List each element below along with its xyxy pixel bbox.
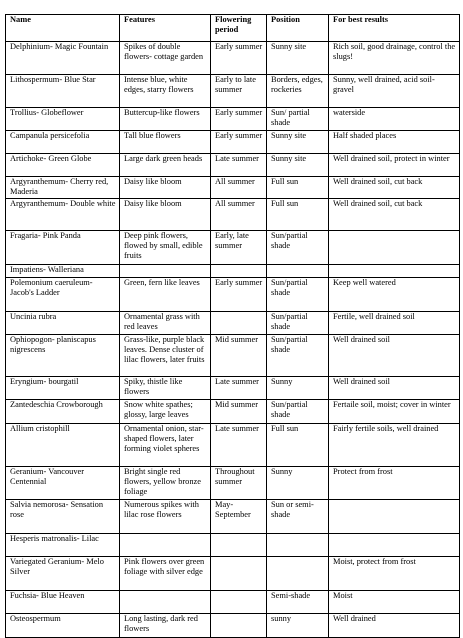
cell-best-results: Well drained — [329, 614, 460, 638]
cell-best-results: Keep well watered — [329, 278, 460, 312]
table-row — [6, 534, 460, 557]
table-row — [6, 278, 460, 312]
cell-flowering: Late summer — [211, 154, 267, 177]
header-name: Name — [6, 15, 120, 42]
cell-flowering: Late summer — [211, 424, 267, 467]
cell-position: Full sun — [267, 199, 329, 231]
document-page — [5, 14, 459, 638]
cell-features: Deep pink flowers, flowed by small, edible fruits — [120, 231, 211, 265]
cell-position: Sunny — [267, 467, 329, 500]
cell-best-results: Moist — [329, 591, 460, 614]
cell-position: Sun/partial shade — [267, 400, 329, 424]
cell-flowering: Early summer — [211, 42, 267, 75]
table-row — [6, 108, 460, 131]
cell-flowering — [211, 265, 267, 278]
cell-position: Sunny site — [267, 42, 329, 75]
cell-name: Impatiens- Walleriana — [6, 265, 120, 278]
cell-flowering: Late summer — [211, 377, 267, 400]
cell-name: Hesperis matronalis- Lilac — [6, 534, 120, 557]
table-row — [6, 312, 460, 335]
cell-best-results: Sunny, well drained, acid soil- gravel — [329, 75, 460, 108]
cell-position: Sun or semi-shade — [267, 500, 329, 534]
cell-position: Sun/partial shade — [267, 278, 329, 312]
cell-features: Long lasting, dark red flowers — [120, 614, 211, 638]
cell-name: Polemonium caeruleum- Jacob's Ladder — [6, 278, 120, 312]
cell-position: Full sun — [267, 177, 329, 199]
cell-name: Argyranthemum- Cherry red, Maderia — [6, 177, 120, 199]
table-row — [6, 500, 460, 534]
cell-flowering: Early to late summer — [211, 75, 267, 108]
header-features: Features — [120, 15, 211, 42]
cell-features: Intense blue, white edges, starry flowers — [120, 75, 211, 108]
cell-name: Allium cristophill — [6, 424, 120, 467]
table-header — [6, 15, 460, 42]
cell-best-results — [329, 500, 460, 534]
cell-name: Salvia nemorosa- Sensation rose — [6, 500, 120, 534]
table-row — [6, 75, 460, 108]
table-row — [6, 335, 460, 377]
cell-best-results — [329, 231, 460, 265]
cell-flowering: Early, late summer — [211, 231, 267, 265]
header-position: Position — [267, 15, 329, 42]
cell-best-results: Protect from frost — [329, 467, 460, 500]
cell-best-results: Well drained soil, protect in winter — [329, 154, 460, 177]
table-row — [6, 591, 460, 614]
cell-flowering — [211, 614, 267, 638]
cell-position: sunny — [267, 614, 329, 638]
cell-name: Variegated Geranium- Melo Silver — [6, 557, 120, 591]
cell-name: Artichoke- Green Globe — [6, 154, 120, 177]
cell-best-results: Well drained soil — [329, 377, 460, 400]
cell-flowering — [211, 557, 267, 591]
cell-features: Snow white spathes; glossy, large leaves — [120, 400, 211, 424]
cell-position: Sun/partial shade — [267, 335, 329, 377]
cell-name: Fuchsia- Blue Heaven — [6, 591, 120, 614]
cell-name: Argyranthemum- Double white — [6, 199, 120, 231]
table-row — [6, 424, 460, 467]
cell-flowering — [211, 534, 267, 557]
cell-best-results: waterside — [329, 108, 460, 131]
cell-best-results: Well drained soil, cut back — [329, 177, 460, 199]
cell-features: Grass-like, purple black leaves. Dense cluster of lilac flowers, later fruits — [120, 335, 211, 377]
cell-position: Borders, edges, rockeries — [267, 75, 329, 108]
cell-name: Campanula persicefolia — [6, 131, 120, 154]
cell-name: Fragaria- Pink Panda — [6, 231, 120, 265]
cell-best-results: Fairly fertile soils, well drained — [329, 424, 460, 467]
cell-features: Spikes of double flowers- cottage garden — [120, 42, 211, 75]
header-best-results: For best results — [329, 15, 460, 42]
cell-best-results: Fertaile soil, moist; cover in winter — [329, 400, 460, 424]
cell-features: Daisy like bloom — [120, 199, 211, 231]
cell-name: Delphinium- Magic Fountain — [6, 42, 120, 75]
cell-flowering: Mid summer — [211, 400, 267, 424]
cell-best-results: Rich soil, good drainage, control the slugs! — [329, 42, 460, 75]
cell-features: Spiky, thistle like flowers — [120, 377, 211, 400]
cell-position: Sunny — [267, 377, 329, 400]
cell-features: Bright single red flowers, yellow bronze foliage — [120, 467, 211, 500]
cell-best-results: Half shaded places — [329, 131, 460, 154]
cell-flowering: All summer — [211, 199, 267, 231]
cell-name: Osteospermum — [6, 614, 120, 638]
cell-best-results: Well drained soil — [329, 335, 460, 377]
cell-flowering: Mid summer — [211, 335, 267, 377]
cell-name: Trollius- Globeflower — [6, 108, 120, 131]
cell-position: Semi-shade — [267, 591, 329, 614]
cell-features: Large dark green heads — [120, 154, 211, 177]
cell-position: Sunny site — [267, 131, 329, 154]
cell-features — [120, 534, 211, 557]
cell-features: Daisy like bloom — [120, 177, 211, 199]
table-row — [6, 42, 460, 75]
cell-position: Sun/ partial shade — [267, 108, 329, 131]
cell-name: Geranium- Vancouver Centennial — [6, 467, 120, 500]
cell-position: Sun/partial shade — [267, 231, 329, 265]
table-row — [6, 614, 460, 638]
cell-position — [267, 265, 329, 278]
table-row — [6, 557, 460, 591]
cell-features: Pink flowers over green foliage with silver edge — [120, 557, 211, 591]
header-flowering-period: Flowering period — [211, 15, 267, 42]
cell-flowering: Early summer — [211, 278, 267, 312]
cell-name: Uncinia rubra — [6, 312, 120, 335]
table-row — [6, 177, 460, 199]
cell-name: Ophiopogon- planiscapus nigrescens — [6, 335, 120, 377]
cell-position — [267, 557, 329, 591]
cell-best-results: Fertile, well drained soil — [329, 312, 460, 335]
cell-name: Lithospermum- Blue Star — [6, 75, 120, 108]
cell-flowering: Throughout summer — [211, 467, 267, 500]
cell-best-results: Well drained soil, cut back — [329, 199, 460, 231]
table-row — [6, 131, 460, 154]
table-row — [6, 231, 460, 265]
cell-features: Green, fern like leaves — [120, 278, 211, 312]
table-row — [6, 467, 460, 500]
cell-flowering: May- September — [211, 500, 267, 534]
cell-best-results — [329, 534, 460, 557]
table-row — [6, 400, 460, 424]
cell-flowering: All summer — [211, 177, 267, 199]
cell-features — [120, 265, 211, 278]
cell-position: Sunny site — [267, 154, 329, 177]
cell-best-results — [329, 265, 460, 278]
table-row — [6, 199, 460, 231]
cell-name: Zantedeschia Crowborough — [6, 400, 120, 424]
table-row — [6, 154, 460, 177]
cell-features: Numerous spikes with lilac rose flowers — [120, 500, 211, 534]
cell-position: Sun/partial shade — [267, 312, 329, 335]
cell-name: Eryngium- bourgatil — [6, 377, 120, 400]
table-row — [6, 377, 460, 400]
table-row — [6, 265, 460, 278]
cell-best-results: Moist, protect from frost — [329, 557, 460, 591]
table-body — [6, 42, 460, 638]
cell-flowering — [211, 312, 267, 335]
cell-features: Buttercup-like flowers — [120, 108, 211, 131]
plant-table — [5, 14, 460, 638]
cell-flowering: Early summer — [211, 108, 267, 131]
header-row — [6, 15, 460, 42]
cell-flowering: Early summer — [211, 131, 267, 154]
cell-features — [120, 591, 211, 614]
cell-flowering — [211, 591, 267, 614]
cell-features: Ornamental grass with red leaves — [120, 312, 211, 335]
cell-features: Tall blue flowers — [120, 131, 211, 154]
cell-position: Full sun — [267, 424, 329, 467]
cell-position — [267, 534, 329, 557]
cell-features: Ornamental onion, star-shaped flowers, later forming violet spheres — [120, 424, 211, 467]
